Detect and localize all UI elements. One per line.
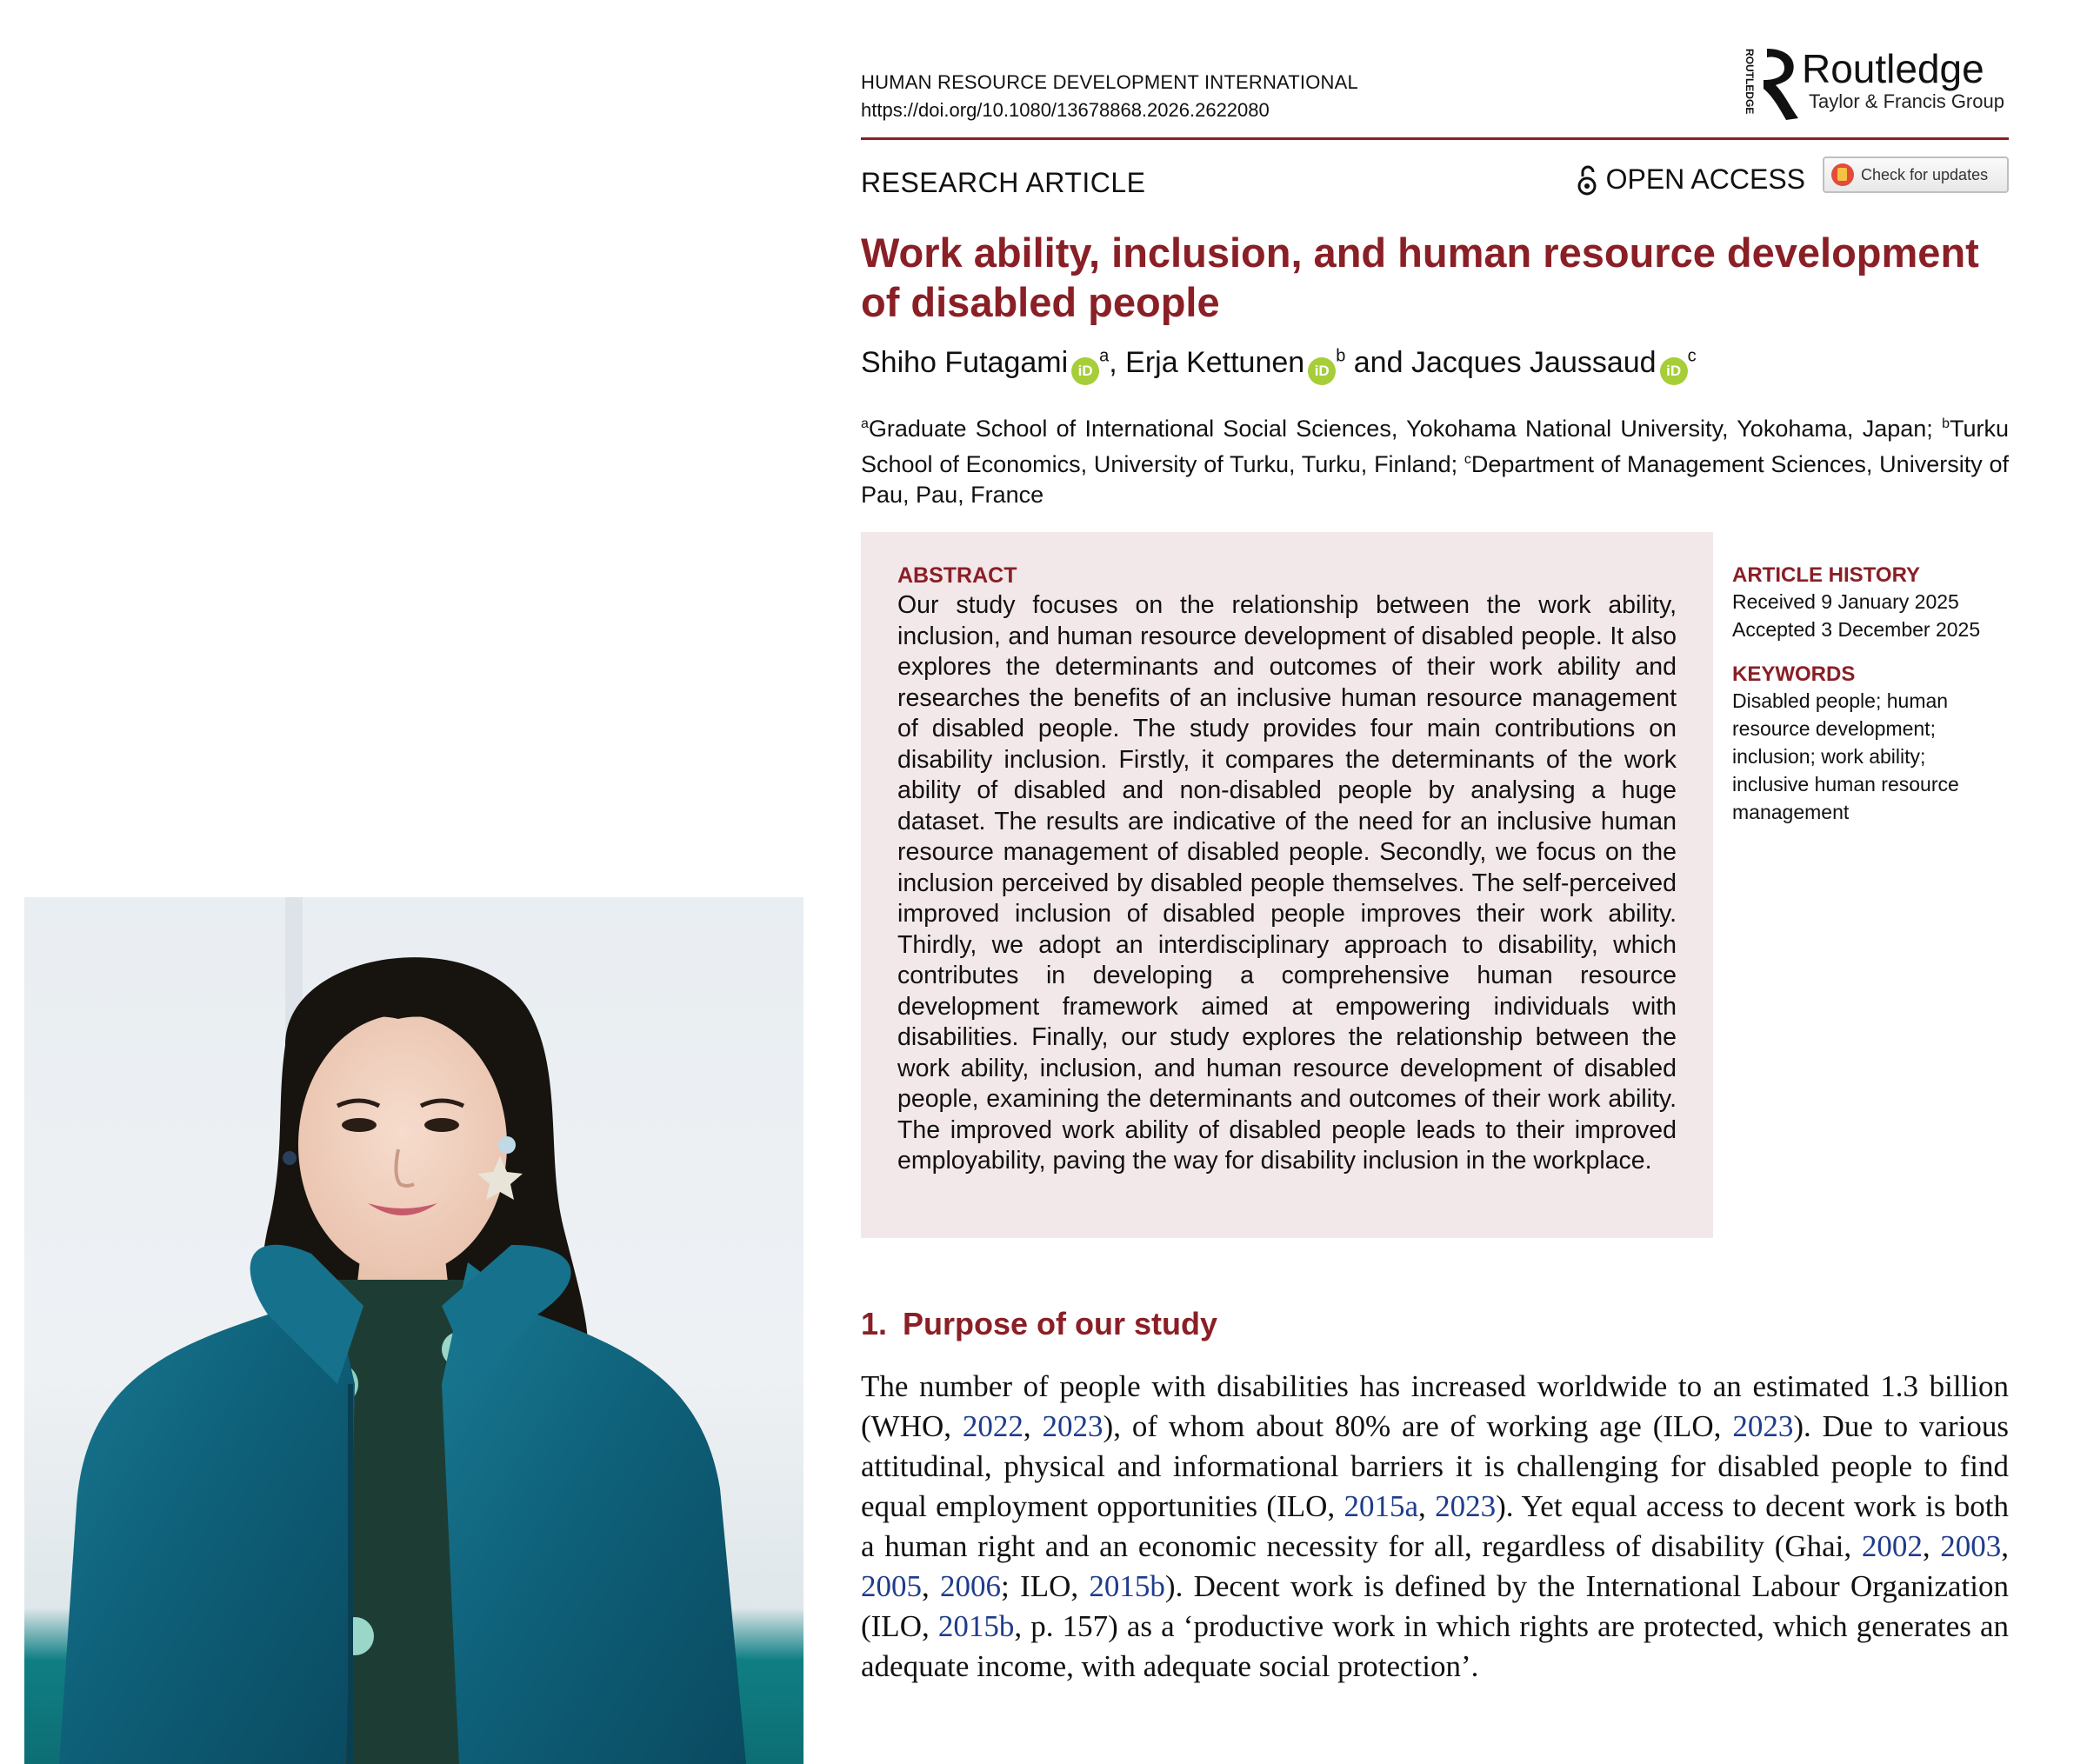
paragraph-text: ), of whom about 80% are of working age (ILO, (1103, 1409, 1733, 1443)
paragraph-text: , p. 157) as a ‘productive work in which rights are protected, which generates an adequate income, with adequate social protection’. (861, 1609, 2009, 1683)
affil-sup: a (861, 416, 869, 431)
citation-link[interactable]: 2015b (937, 1609, 1015, 1643)
citation-link[interactable]: 2006 (940, 1569, 1002, 1603)
citation-link[interactable]: 2015b (1089, 1569, 1165, 1603)
keywords-text: Disabled people; human resource development; inclusion; work ability; inclusive human resource management (1732, 689, 1959, 823)
article-history-heading: ARTICLE HISTORY (1732, 563, 1921, 587)
citation-link[interactable]: 2002 (1861, 1529, 1923, 1563)
bookmark-icon (1831, 163, 1854, 186)
citation-link[interactable]: 2023 (1732, 1409, 1794, 1443)
section-heading: 1. Purpose of our study (861, 1306, 1218, 1341)
article-type: RESEARCH ARTICLE (861, 167, 1146, 198)
citation-link[interactable]: 2015a (1344, 1489, 1419, 1523)
author-affil-sup: a (1099, 346, 1110, 366)
article-sidebar (1732, 563, 2009, 826)
received-date: Received 9 January 2025 (1732, 590, 1959, 613)
author-name[interactable]: Jacques Jaussaud (1410, 346, 1657, 379)
accepted-date: Accepted 3 December 2025 (1732, 618, 1981, 641)
affil-text: Department of Management Sciences, University of Pau, Pau, France (861, 451, 2009, 508)
citation-link[interactable]: 2005 (861, 1569, 922, 1603)
paragraph-text: , (922, 1569, 941, 1603)
orcid-icon[interactable]: iD (1660, 357, 1688, 385)
author-separator: and (1345, 346, 1411, 379)
abstract-heading: ABSTRACT (897, 563, 1017, 588)
article-title: Work ability, inclusion, and human resource development of disabled people (861, 230, 1979, 325)
affiliations (861, 409, 2009, 510)
affil-sup: c (1464, 452, 1471, 467)
abstract-box (861, 532, 1713, 1238)
abstract-text: Our study focuses on the relationship between the work ability, inclusion, and human resource development of disabled people. It also explores the determinants and outcomes of their work ability and researches the benefits of an inclusive human resource management of disabled people. The study provides four main contributions on disability inclusion. Firstly, it compares the determinants of the work ability of disabled and non-disabled people by analysing a huge dataset. The results are indicative of the need for an inclusive human resource management of disabled people. Secondly, we focus on the inclusion perceived by disabled people themselves. The self-perceived improved inclusion of disabled people improves their work ability. Thirdly, we adopt an interdisciplinary approach to disability, which contributes in developing a comprehensive human resource development framework aimed at empowering individuals with disabilities. Finally, our study explores the relationship between the work ability, inclusion, and human resource development of disabled people, examining the determinants and outcomes of their work ability. The improved work ability of disabled people leads to their improved employability, paving the way for disability inclusion in the workplace. (897, 591, 1677, 1175)
paragraph-text: , (2001, 1529, 2009, 1563)
paragraph-text: , (1023, 1409, 1043, 1443)
check-updates-label: Check for updates (1861, 165, 1989, 183)
paragraph-text: , (1418, 1489, 1436, 1523)
author-portrait-photo (24, 897, 803, 1764)
article-page (861, 0, 2009, 1764)
affil-text: Turku School of Economics, University of Turku, Turku, Finland; (861, 416, 2009, 477)
publisher-vertical-text: ROUTLEDGE (1744, 49, 1756, 115)
open-access-badge (1577, 163, 1805, 196)
orcid-icon[interactable]: iD (1071, 357, 1099, 385)
author-affil-sup: c (1687, 346, 1697, 366)
publisher-group: Taylor & Francis Group (1809, 90, 2004, 112)
paragraph-text: , (1922, 1529, 1941, 1563)
paragraph-text: The number of people with disabilities has increased worldwide to an estimated 1.3 billion (WHO, (861, 1369, 2009, 1443)
keywords-heading: KEYWORDS (1732, 662, 1856, 686)
paragraph-text: ). Due to various attitudinal, physical and informational barriers it is challenging for disabled people to find equal employment opportunities (ILO, (861, 1409, 2009, 1523)
paragraph-text: ). Decent work is defined by the International Labour Organization (ILO, (861, 1569, 2009, 1643)
affil-sup: b (1942, 416, 1950, 431)
author-name[interactable]: Shiho Futagami (861, 346, 1069, 379)
orcid-icon[interactable]: iD (1308, 357, 1336, 385)
portrait-illustration (24, 897, 803, 1764)
author-separator: , (1109, 346, 1126, 379)
citation-link[interactable]: 2022 (962, 1409, 1023, 1443)
paragraph-text: ; ILO, (1001, 1569, 1090, 1603)
header-rule (861, 137, 2009, 140)
paragraph-text: ). Yet equal access to decent work is both a human right and an economic necessity for all, regardless of disability (Ghai, (861, 1489, 2010, 1563)
publisher-name: Routledge (1802, 46, 1984, 91)
citation-link[interactable]: 2003 (1940, 1529, 2002, 1563)
author-list (861, 346, 1697, 385)
publisher-logo (1730, 45, 2009, 123)
affil-text: Graduate School of International Social Sciences, Yokohama National University, Yokohama, Japan; (868, 416, 1943, 442)
author-affil-sup: b (1336, 346, 1346, 366)
routledge-logo-icon (1741, 45, 1802, 123)
journal-name: HUMAN RESOURCE DEVELOPMENT INTERNATIONAL (861, 71, 1358, 93)
open-access-label: OPEN ACCESS (1605, 163, 1805, 195)
citation-link[interactable]: 2023 (1435, 1489, 1497, 1523)
citation-link[interactable]: 2023 (1042, 1409, 1104, 1443)
check-for-updates-button[interactable] (1823, 156, 2009, 193)
author-name[interactable]: Erja Kettunen (1125, 346, 1305, 379)
open-lock-icon (1577, 164, 1597, 196)
doi-link[interactable]: https://doi.org/10.1080/13678868.2026.2622080 (861, 99, 1270, 121)
section-paragraph (861, 1367, 2009, 1687)
